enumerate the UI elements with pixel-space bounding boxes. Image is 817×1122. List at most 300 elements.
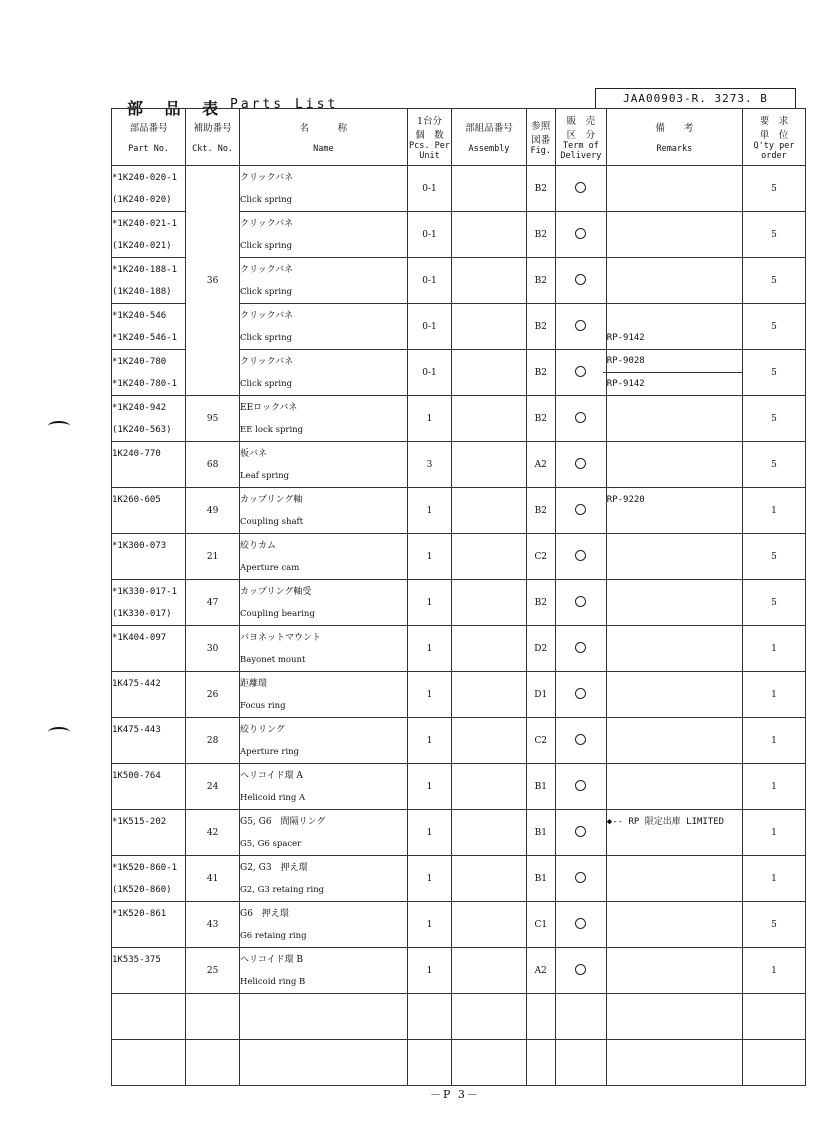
- pcs-cell: 0-1: [407, 304, 452, 350]
- qty-cell: 1: [742, 718, 805, 764]
- remarks-cell: [606, 442, 742, 488]
- assembly-cell: [452, 718, 526, 764]
- circle-mark-icon: [575, 458, 586, 469]
- name-cell: [240, 580, 408, 626]
- remark-line-1: RP-9220: [606, 494, 645, 505]
- assembly-cell: [452, 396, 526, 442]
- remark-line-2: [607, 465, 742, 487]
- circle-mark-icon: [575, 366, 586, 377]
- pcs-cell: 1: [407, 718, 452, 764]
- pcs-cell: 0-1: [407, 350, 452, 396]
- header-term: 販 売 区 分 Term of Delivery: [556, 109, 607, 166]
- circle-mark-icon: [575, 872, 586, 883]
- part-number: *1K240-188-1: [112, 264, 178, 275]
- remark-line-1: [607, 167, 742, 189]
- remark-line-2: [607, 235, 742, 257]
- remark-line-1: [607, 857, 742, 879]
- remark-line-2: [607, 695, 742, 717]
- pcs-cell: 1: [407, 856, 452, 902]
- delivery-cell: [556, 902, 607, 948]
- table-row: [112, 764, 806, 810]
- ckt-number-cell: 21: [186, 534, 240, 580]
- empty-cell: [742, 1040, 805, 1086]
- delivery-cell: [556, 534, 607, 580]
- part-number-alt: [112, 971, 185, 993]
- table-row: [112, 718, 806, 764]
- part-number: *1K520-860-1: [112, 862, 178, 873]
- part-number: *1K404-097: [112, 632, 167, 643]
- header-remarks: 備 考 Remarks: [606, 109, 742, 166]
- remarks-cell: [606, 304, 742, 350]
- name-english: Helicoid ring B: [240, 976, 306, 987]
- assembly-cell: [452, 350, 526, 396]
- name-english: Click spring: [240, 286, 293, 297]
- circle-mark-icon: [575, 412, 586, 423]
- part-number-alt: [112, 557, 185, 579]
- part-number-alt: (1K240-563): [112, 424, 172, 435]
- remark-line-1: [607, 397, 742, 419]
- fig-cell: B2: [526, 212, 555, 258]
- assembly-cell: [452, 948, 526, 994]
- remarks-cell: [606, 718, 742, 764]
- remarks-cell: [606, 580, 742, 626]
- remark-line-1: [607, 443, 742, 465]
- part-number-alt: (1K240-188): [112, 286, 172, 297]
- empty-cell: [606, 1040, 742, 1086]
- document-id: JAA00903-R. 3273. B: [595, 88, 796, 109]
- qty-cell: 1: [742, 488, 805, 534]
- assembly-cell: [452, 258, 526, 304]
- fig-cell: A2: [526, 948, 555, 994]
- qty-cell: 1: [742, 672, 805, 718]
- remark-line-2: [607, 971, 742, 993]
- table-row: [112, 580, 806, 626]
- name-english: G6 retaing ring: [240, 930, 307, 941]
- title-japanese: 部 品 表: [127, 99, 227, 118]
- fig-cell: D2: [526, 626, 555, 672]
- remark-line-2: RP-9142: [606, 332, 645, 343]
- part-number: 1K500-764: [112, 770, 161, 781]
- fig-cell: B2: [526, 166, 555, 212]
- delivery-cell: [556, 212, 607, 258]
- table-row: [112, 396, 806, 442]
- part-number-alt: [112, 787, 185, 809]
- fig-cell: C2: [526, 718, 555, 764]
- name-cell: [240, 258, 408, 304]
- pcs-cell: 1: [407, 810, 452, 856]
- remarks-cell: [606, 534, 742, 580]
- remark-line-1: [607, 627, 742, 649]
- punch-hole-mark-bottom: [48, 727, 70, 737]
- assembly-cell: [452, 810, 526, 856]
- remarks-cell: [606, 350, 742, 396]
- name-japanese: クリックバネ: [240, 264, 294, 275]
- table-row: [112, 810, 806, 856]
- circle-mark-icon: [575, 320, 586, 331]
- remark-line-1: [607, 673, 742, 695]
- remarks-cell: [606, 258, 742, 304]
- fig-cell: B2: [526, 258, 555, 304]
- circle-mark-icon: [575, 964, 586, 975]
- pcs-cell: 0-1: [407, 166, 452, 212]
- header-part-no: 部品番号 Part No.: [112, 109, 186, 166]
- qty-cell: 5: [742, 442, 805, 488]
- name-cell: [240, 488, 408, 534]
- delivery-cell: [556, 718, 607, 764]
- circle-mark-icon: [575, 642, 586, 653]
- part-number: 1K240-770: [112, 448, 161, 459]
- name-japanese: G6 押え環: [240, 908, 289, 919]
- part-number-alt: (1K240-020): [112, 194, 172, 205]
- empty-cell: [112, 1040, 186, 1086]
- qty-cell: 5: [742, 902, 805, 948]
- part-number: *1K240-780: [112, 356, 167, 367]
- pcs-cell: 1: [407, 672, 452, 718]
- part-number-alt: [112, 511, 185, 533]
- assembly-cell: [452, 442, 526, 488]
- empty-cell: [526, 1040, 555, 1086]
- assembly-cell: [452, 212, 526, 258]
- circle-mark-icon: [575, 734, 586, 745]
- name-japanese: クリックバネ: [240, 218, 294, 229]
- remark-line-1: [607, 305, 742, 327]
- part-number-cell: [112, 580, 186, 626]
- ckt-number-cell: 42: [186, 810, 240, 856]
- name-cell: [240, 304, 408, 350]
- remark-line-1: [607, 259, 742, 281]
- circle-mark-icon: [575, 228, 586, 239]
- fig-cell: B1: [526, 810, 555, 856]
- part-number: 1K475-442: [112, 678, 161, 689]
- part-number-cell: [112, 856, 186, 902]
- circle-mark-icon: [575, 550, 586, 561]
- part-number-cell: [112, 764, 186, 810]
- delivery-cell: [556, 672, 607, 718]
- part-number-cell: [112, 488, 186, 534]
- header-ckt-no: 補助番号 Ckt. No.: [186, 109, 240, 166]
- name-english: Leaf spring: [240, 470, 290, 481]
- part-number: *1K330-017-1: [112, 586, 178, 597]
- ckt-number-cell: 43: [186, 902, 240, 948]
- part-number-cell: [112, 396, 186, 442]
- empty-cell: [606, 994, 742, 1040]
- part-number: *1K515-202: [112, 816, 167, 827]
- assembly-cell: [452, 764, 526, 810]
- circle-mark-icon: [575, 182, 586, 193]
- remarks-cell: [606, 672, 742, 718]
- delivery-cell: [556, 764, 607, 810]
- name-cell: [240, 718, 408, 764]
- ckt-number-cell: 41: [186, 856, 240, 902]
- qty-cell: 5: [742, 304, 805, 350]
- page-number: －P 3－: [430, 1088, 480, 1101]
- part-number: 1K475-443: [112, 724, 161, 735]
- remark-line-1: [607, 949, 742, 971]
- qty-cell: 1: [742, 856, 805, 902]
- empty-cell: [112, 994, 186, 1040]
- part-number-alt: [112, 925, 185, 947]
- fig-cell: B2: [526, 396, 555, 442]
- remark-line-2: [607, 925, 742, 947]
- delivery-cell: [556, 350, 607, 396]
- remark-line-2: [607, 833, 742, 855]
- empty-cell: [407, 994, 452, 1040]
- remark-line-2: RP-9142: [606, 379, 645, 389]
- ckt-number-cell: 26: [186, 672, 240, 718]
- empty-cell: [742, 994, 805, 1040]
- name-cell: [240, 948, 408, 994]
- name-english: G2, G3 retaing ring: [240, 884, 325, 895]
- name-english: Aperture ring: [240, 746, 300, 757]
- remark-line-2: [607, 189, 742, 211]
- ckt-number-cell: 49: [186, 488, 240, 534]
- name-english: Click spring: [240, 194, 293, 205]
- pcs-cell: 1: [407, 764, 452, 810]
- header-pcs: 1台分 個 数 Pcs. Per Unit: [407, 109, 452, 166]
- name-cell: [240, 764, 408, 810]
- remark-line-2: [607, 879, 742, 901]
- name-english: Coupling shaft: [240, 516, 304, 527]
- remark-line-1: [607, 581, 742, 603]
- empty-cell: [240, 1040, 408, 1086]
- empty-row: [112, 1040, 806, 1086]
- remark-line-1: [607, 719, 742, 741]
- name-japanese: クリックバネ: [240, 356, 294, 367]
- name-japanese: 板バネ: [240, 448, 268, 459]
- name-japanese: バヨネットマウント: [240, 632, 322, 643]
- delivery-cell: [556, 626, 607, 672]
- fig-cell: D1: [526, 672, 555, 718]
- part-number-cell: [112, 902, 186, 948]
- header-qty: 要 求 単 位 Q'ty per order: [742, 109, 805, 166]
- part-number-cell: [112, 810, 186, 856]
- name-japanese: ヘリコイド環 B: [240, 954, 304, 965]
- circle-mark-icon: [575, 596, 586, 607]
- qty-cell: 1: [742, 764, 805, 810]
- name-english: Click spring: [240, 240, 293, 251]
- delivery-cell: [556, 810, 607, 856]
- table-row: [112, 534, 806, 580]
- assembly-cell: [452, 488, 526, 534]
- qty-cell: 1: [742, 948, 805, 994]
- empty-cell: [186, 1040, 240, 1086]
- empty-row: [112, 994, 806, 1040]
- ckt-number-cell: 36: [186, 166, 240, 396]
- fig-cell: C1: [526, 902, 555, 948]
- name-cell: [240, 902, 408, 948]
- part-number: *1K240-021-1: [112, 218, 178, 229]
- ckt-number-cell: 68: [186, 442, 240, 488]
- name-english: Aperture cam: [240, 562, 300, 573]
- fig-cell: A2: [526, 442, 555, 488]
- name-cell: [240, 350, 408, 396]
- name-cell: [240, 396, 408, 442]
- parts-table: [111, 108, 806, 1086]
- remark-line-2: [607, 649, 742, 671]
- qty-cell: 5: [742, 534, 805, 580]
- table-row: [112, 948, 806, 994]
- empty-cell: [240, 994, 408, 1040]
- remarks-cell: [606, 166, 742, 212]
- empty-cell: [452, 994, 526, 1040]
- remarks-cell: [606, 396, 742, 442]
- circle-mark-icon: [575, 274, 586, 285]
- qty-cell: 5: [742, 580, 805, 626]
- qty-cell: 5: [742, 212, 805, 258]
- circle-mark-icon: [575, 504, 586, 515]
- assembly-cell: [452, 856, 526, 902]
- part-number: 1K535-375: [112, 954, 161, 965]
- name-english: G5, G6 spacer: [240, 838, 302, 849]
- name-cell: [240, 810, 408, 856]
- part-number-cell: [112, 626, 186, 672]
- circle-mark-icon: [575, 780, 586, 791]
- fig-cell: B1: [526, 764, 555, 810]
- empty-cell: [556, 1040, 607, 1086]
- delivery-cell: [556, 442, 607, 488]
- punch-hole-mark-top: [48, 421, 70, 431]
- name-japanese: カップリング軸受: [240, 586, 312, 597]
- qty-cell: 5: [742, 258, 805, 304]
- part-number-cell: [112, 350, 186, 396]
- remarks-cell: [606, 488, 742, 534]
- delivery-cell: [556, 304, 607, 350]
- name-english: Coupling bearing: [240, 608, 315, 619]
- name-japanese: 絞りカム: [240, 540, 277, 551]
- name-cell: [240, 166, 408, 212]
- pcs-cell: 1: [407, 580, 452, 626]
- delivery-cell: [556, 488, 607, 534]
- table-row: [112, 902, 806, 948]
- remarks-cell: [606, 902, 742, 948]
- name-english: Helicoid ring A: [240, 792, 306, 803]
- remark-line-1: [607, 535, 742, 557]
- remarks-cell: [606, 626, 742, 672]
- pcs-cell: 0-1: [407, 258, 452, 304]
- pcs-cell: 1: [407, 534, 452, 580]
- part-number-alt: (1K520-860): [112, 884, 172, 895]
- assembly-cell: [452, 626, 526, 672]
- empty-cell: [186, 994, 240, 1040]
- qty-cell: 1: [742, 626, 805, 672]
- name-japanese: クリックバネ: [240, 172, 294, 183]
- name-japanese: G2, G3 押え環: [240, 862, 308, 873]
- circle-mark-icon: [575, 918, 586, 929]
- table-row: [112, 626, 806, 672]
- assembly-cell: [452, 672, 526, 718]
- remark-line-2: [607, 281, 742, 303]
- fig-cell: C2: [526, 534, 555, 580]
- table-row: [112, 488, 806, 534]
- part-number: *1K300-073: [112, 540, 167, 551]
- remark-line-2: [607, 741, 742, 763]
- name-japanese: カップリング軸: [240, 494, 303, 505]
- fig-cell: B2: [526, 580, 555, 626]
- pcs-cell: 1: [407, 902, 452, 948]
- header-assembly: 部組品番号 Assembly: [452, 109, 526, 166]
- delivery-cell: [556, 166, 607, 212]
- remark-line-1: [607, 903, 742, 925]
- ckt-number-cell: 30: [186, 626, 240, 672]
- name-japanese: 絞りリング: [240, 724, 285, 735]
- ckt-number-cell: 28: [186, 718, 240, 764]
- name-cell: [240, 856, 408, 902]
- delivery-cell: [556, 856, 607, 902]
- part-number: 1K260-605: [112, 494, 161, 505]
- part-number-cell: [112, 718, 186, 764]
- qty-cell: 5: [742, 396, 805, 442]
- part-number-cell: [112, 948, 186, 994]
- assembly-cell: [452, 902, 526, 948]
- name-cell: [240, 212, 408, 258]
- assembly-cell: [452, 580, 526, 626]
- part-number: *1K240-546: [112, 310, 167, 321]
- pcs-cell: 1: [407, 626, 452, 672]
- remark-line-2: [607, 787, 742, 809]
- name-japanese: EEロックバネ: [240, 402, 298, 413]
- remark-line-2: [607, 557, 742, 579]
- part-number-cell: [112, 212, 186, 258]
- remark-line-1: [607, 213, 742, 235]
- part-number-alt: (1K330-017): [112, 608, 172, 619]
- part-number-cell: [112, 442, 186, 488]
- part-number-alt: [112, 741, 185, 763]
- header-name: 名 称 Name: [240, 109, 408, 166]
- part-number-cell: [112, 166, 186, 212]
- remarks-cell: [606, 810, 742, 856]
- part-number: *1K240-020-1: [112, 172, 178, 183]
- fig-cell: B2: [526, 488, 555, 534]
- delivery-cell: [556, 396, 607, 442]
- name-cell: [240, 442, 408, 488]
- part-number: *1K240-942: [112, 402, 167, 413]
- fig-cell: B2: [526, 304, 555, 350]
- ckt-number-cell: 95: [186, 396, 240, 442]
- part-number: *1K520-861: [112, 908, 167, 919]
- name-japanese: G5, G6 間隔リング: [240, 816, 326, 827]
- name-japanese: クリックバネ: [240, 310, 294, 321]
- name-japanese: ヘリコイド環 A: [240, 770, 303, 781]
- name-english: Click spring: [240, 332, 293, 343]
- name-english: Bayonet mount: [240, 654, 306, 665]
- part-number-cell: [112, 534, 186, 580]
- empty-cell: [407, 1040, 452, 1086]
- circle-mark-icon: [575, 688, 586, 699]
- fig-cell: B1: [526, 856, 555, 902]
- remark-line-1: RP-9028: [606, 356, 645, 366]
- table-row: [112, 856, 806, 902]
- ckt-number-cell: 25: [186, 948, 240, 994]
- pcs-cell: 1: [407, 488, 452, 534]
- part-number-cell: [112, 672, 186, 718]
- name-cell: [240, 534, 408, 580]
- empty-cell: [556, 994, 607, 1040]
- part-number-alt: [112, 695, 185, 717]
- part-number-alt: *1K240-546-1: [112, 332, 178, 343]
- pcs-cell: 1: [407, 948, 452, 994]
- table-row: [112, 166, 806, 212]
- name-english: EE lock spring: [240, 424, 304, 435]
- part-number-alt: (1K240-021): [112, 240, 172, 251]
- pcs-cell: 1: [407, 396, 452, 442]
- table-row: [112, 442, 806, 488]
- qty-cell: 5: [742, 166, 805, 212]
- title-english: Parts List: [230, 97, 339, 112]
- qty-cell: 5: [742, 350, 805, 396]
- name-english: Click spring: [240, 378, 293, 389]
- remarks-cell: [606, 856, 742, 902]
- remark-line-1: [607, 765, 742, 787]
